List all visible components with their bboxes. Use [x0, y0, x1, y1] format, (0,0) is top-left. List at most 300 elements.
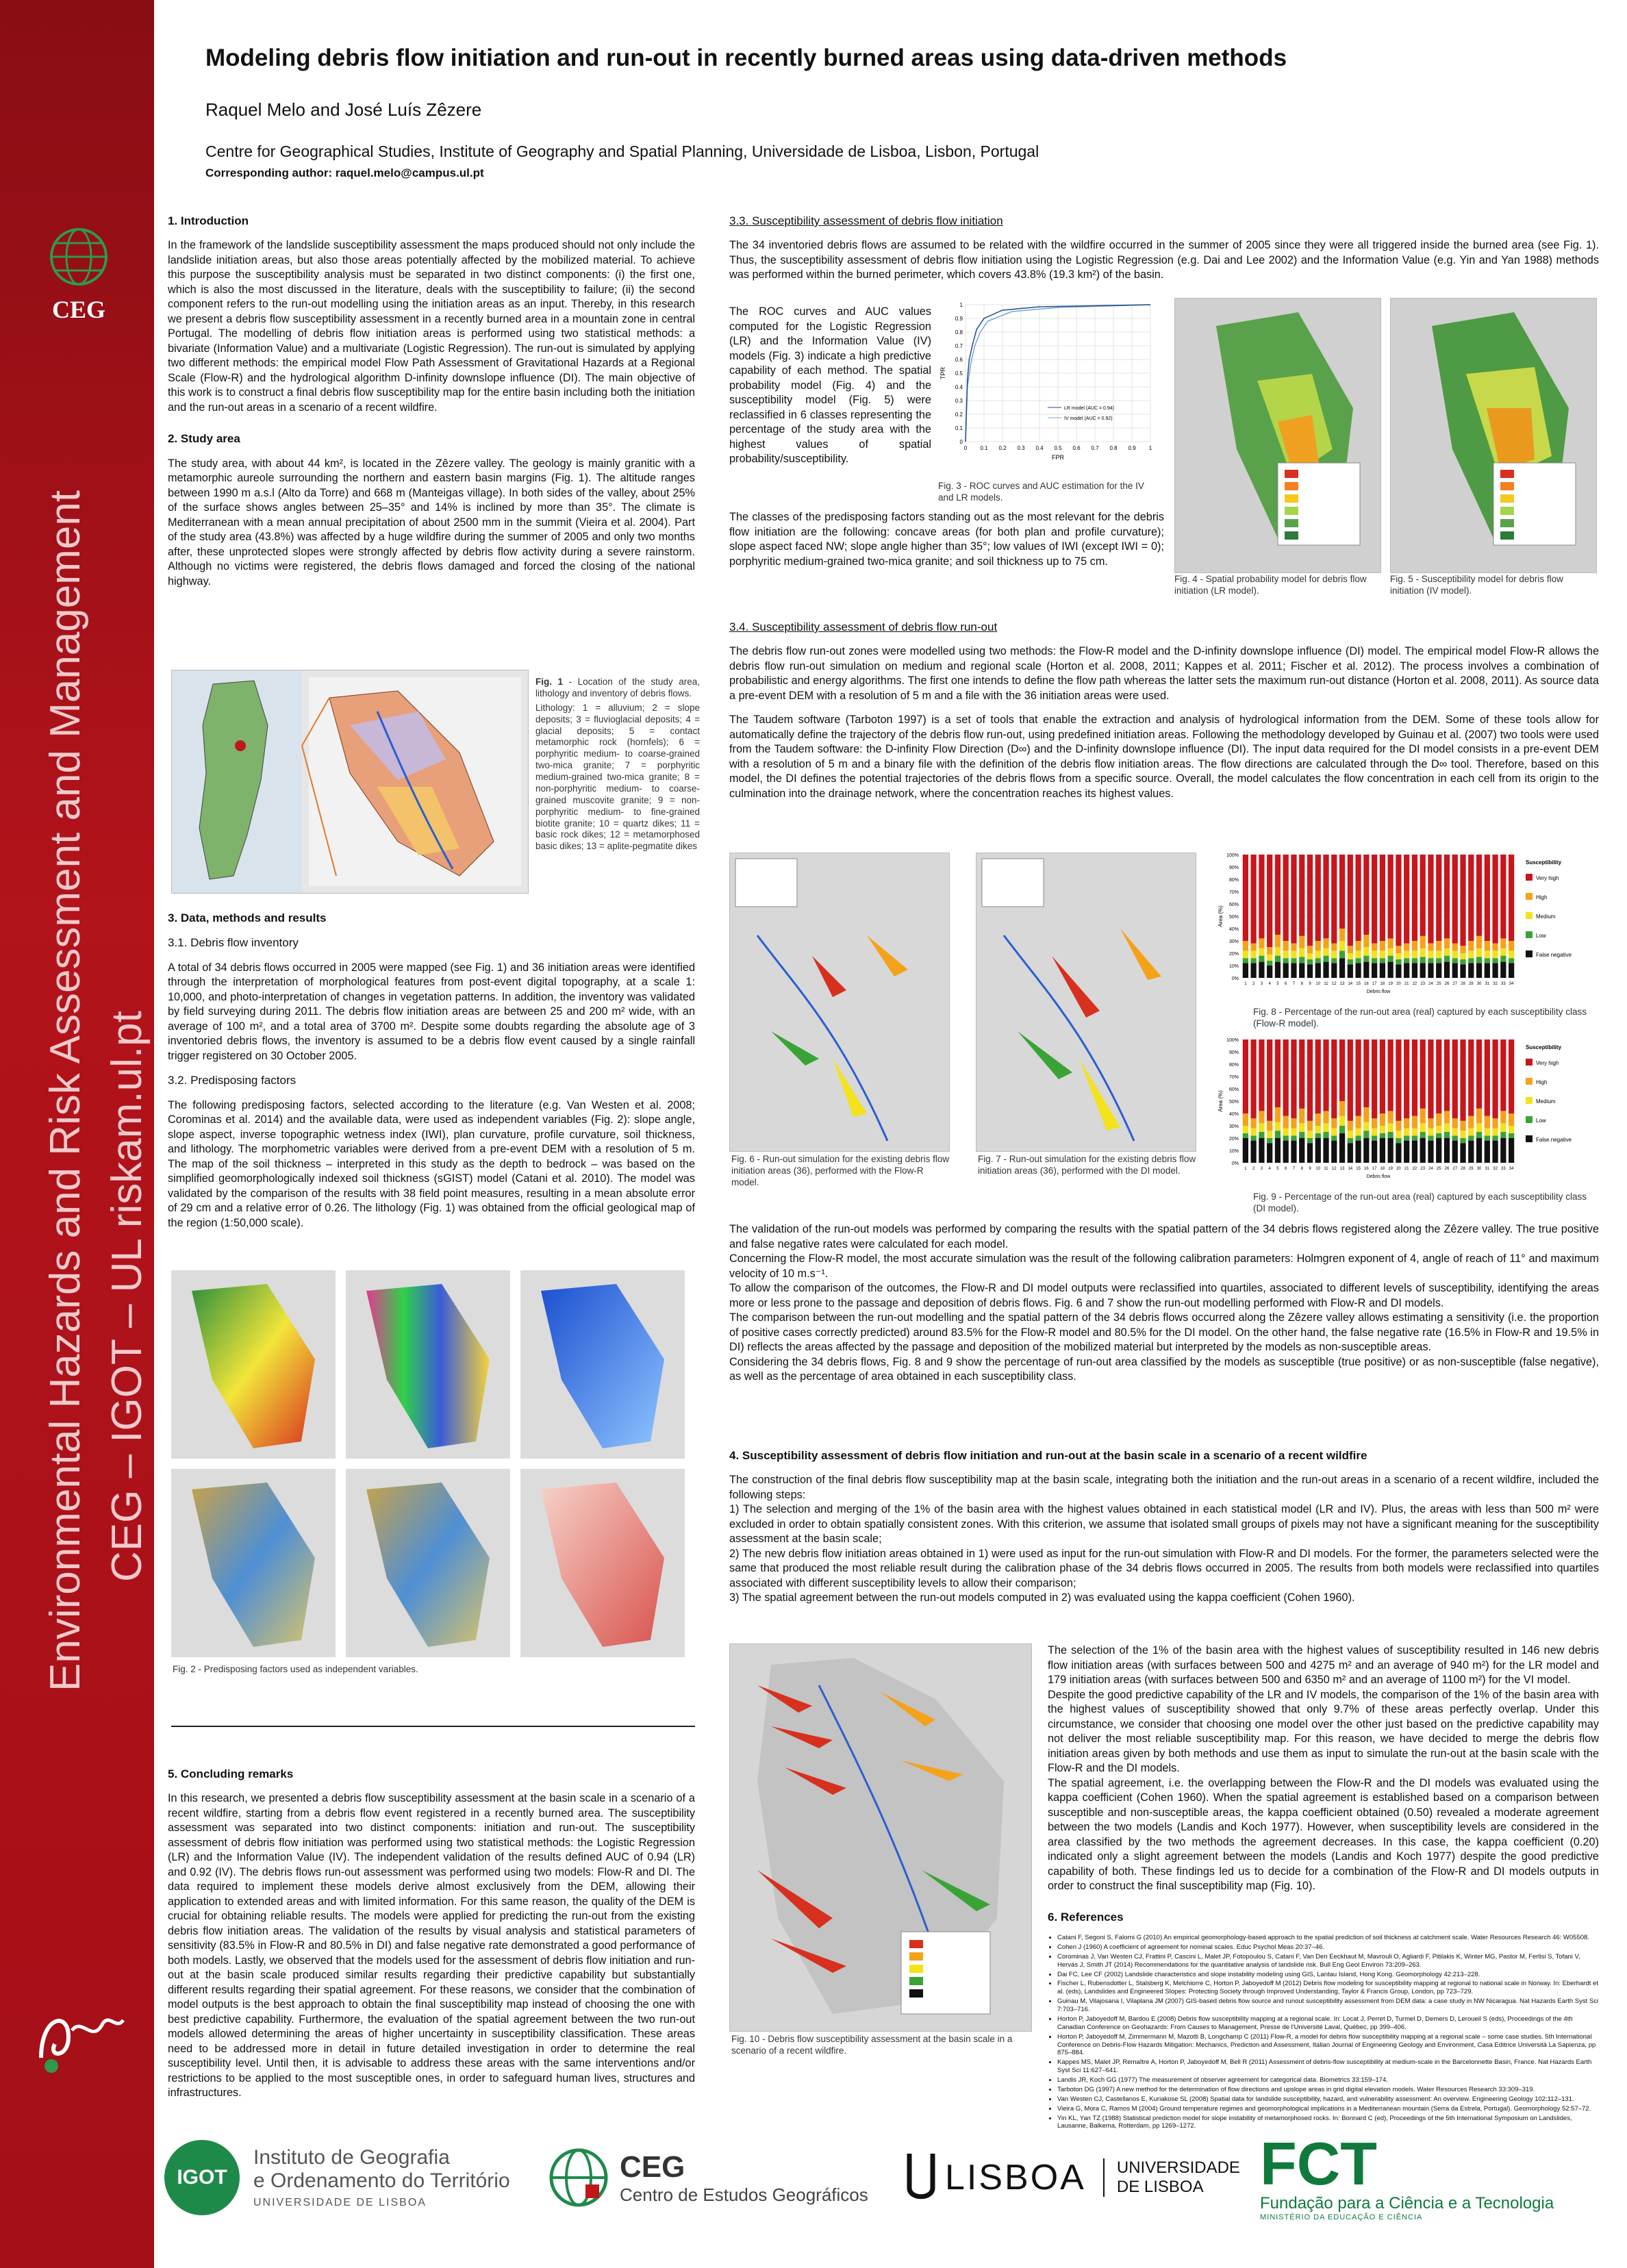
bar-segment — [1500, 1111, 1506, 1123]
bar-x-tick: 12 — [1331, 982, 1337, 986]
bar-legend-swatch — [1526, 1078, 1533, 1085]
bar-segment — [1243, 963, 1248, 978]
bar-segment — [1452, 1040, 1458, 1118]
bar-segment — [1436, 1126, 1441, 1133]
bar-x-tick: 6 — [1285, 982, 1287, 986]
bar-x-tick: 9 — [1309, 1167, 1311, 1171]
bar-segment — [1267, 966, 1272, 978]
bar-segment — [1388, 1138, 1393, 1163]
bar-segment — [1339, 941, 1345, 950]
bar-segment — [1388, 855, 1393, 938]
bar-x-label: Debris flow — [1366, 1174, 1391, 1179]
factors-text: The following predisposing factors, selected according to the literature (e.g. Van Westen et al. 2008; Corominas et al. 2014) and the available data, were used as independent variables (Fig. 2): slope angle, slope aspect, inverse topographic wetness index (IWI), plan curvature, profile curvature, soil thickness, and lithology. The morphometric variables were derived from a pre-event DEM with a resolution of 5 m. The map of the soil thickness – interpreted in this study as the depth to bedrock – was based on the simplified geomorphologically indexed soil thickness (sGIST) model (Catani et al. 2010). The model was validated by the comparison of the results with 38 field point measures, resulting in a mean absolute error of 29 cm and a relative error of 0.26. The lithology (Fig. 1) was obtained from the official geological map of the region (1:50,000 scale). — [168, 1098, 695, 1229]
divider — [171, 1726, 695, 1727]
bar-x-tick: 26 — [1444, 982, 1450, 986]
bar-segment — [1291, 1040, 1296, 1118]
igot-name2: e Ordenamento do Território — [253, 2169, 510, 2192]
bar-x-tick: 1 — [1244, 982, 1247, 986]
bar-segment — [1492, 958, 1498, 963]
bar-segment — [1404, 958, 1409, 963]
bar-segment — [1444, 1111, 1450, 1123]
bar-x-tick: 13 — [1339, 1167, 1345, 1171]
bar-segment — [1476, 1109, 1482, 1124]
bar-x-tick: 15 — [1356, 982, 1361, 986]
bar-segment — [1267, 961, 1272, 966]
bar-x-tick: 21 — [1404, 1167, 1409, 1171]
bar-segment — [1372, 1135, 1377, 1140]
bar-segment — [1476, 855, 1482, 936]
bar-segment — [1460, 964, 1465, 978]
bar-segment — [1412, 958, 1417, 963]
bar-segment — [1291, 944, 1296, 951]
bar-segment — [1485, 941, 1490, 950]
bar-segment — [1476, 936, 1482, 948]
bar-segment — [1372, 963, 1377, 978]
bar-segment — [1348, 1121, 1353, 1131]
bar-segment — [1452, 1129, 1458, 1136]
bar-legend-swatch — [1526, 893, 1533, 900]
bar-legend-swatch — [1526, 912, 1533, 919]
bar-segment — [1509, 941, 1514, 950]
bar-segment — [1485, 950, 1490, 958]
bar-segment — [1299, 1123, 1304, 1132]
bar-segment — [1412, 1116, 1417, 1129]
roc-x-tick: 0.9 — [1128, 445, 1136, 451]
bar-y-tick: 30% — [1228, 1124, 1239, 1129]
initiation-section — [729, 214, 1599, 292]
bar-segment — [1251, 944, 1257, 951]
bar-segment — [1509, 1113, 1514, 1126]
bar-x-tick: 7 — [1292, 982, 1296, 986]
bar-segment — [1436, 1113, 1441, 1126]
runout-text6: The comparison between the run-out modelling and the spatial pattern of the 34 debris flows occurred along the Zêzere valley allows estimating a sensitivity (i.e. the proportion of positive cases correctly predicted) around 83.5% for the Flow-R model and 80.5% for the DI model. On the other hand, the false negative rate (16.5% in Flow-R and 19.5% in DI) reflects the areas affected by the passage and deposition of the mobilized material but interpreted by the models as non-susceptible areas. — [729, 1311, 1599, 1353]
bar-segment — [1331, 963, 1337, 978]
bar-segment — [1323, 1111, 1328, 1123]
bar-legend-label: High — [1536, 1079, 1548, 1085]
bar-segment — [1460, 855, 1465, 946]
bar-segment — [1251, 1118, 1257, 1128]
bar-segment — [1460, 1040, 1465, 1121]
igot-logo — [164, 2140, 548, 2215]
poster-title: Modeling debris flow initiation and run-out in recently burned areas using data-driven methods — [205, 45, 1287, 71]
roc-x-tick: 0 — [963, 445, 968, 451]
bar-y-tick: 40% — [1228, 927, 1239, 932]
runout-text3: The validation of the run-out models was performed by comparing the results with the spatial pattern of the 34 debris flows registered along the Zêzere valley. The true positive and false negative rates were calculated for each model. — [729, 1223, 1599, 1250]
bar-segment — [1259, 1040, 1264, 1111]
bar-segment — [1372, 1141, 1377, 1163]
bar-segment — [1348, 953, 1353, 959]
bar-segment — [1388, 948, 1393, 956]
bar-segment — [1348, 959, 1353, 964]
bar-segment — [1259, 962, 1264, 978]
bar-x-tick: 13 — [1339, 982, 1345, 986]
bar-segment — [1307, 959, 1313, 964]
bar-segment — [1307, 964, 1313, 978]
bar-segment — [1299, 855, 1304, 936]
bar-segment — [1331, 1118, 1337, 1128]
bar-segment — [1331, 855, 1337, 944]
bar-segment — [1355, 963, 1361, 978]
bar-segment — [1396, 855, 1401, 946]
bar-x-tick: 33 — [1501, 982, 1506, 986]
ceg-name: CEG — [620, 2150, 685, 2184]
bar-segment — [1388, 938, 1393, 948]
poster-header — [205, 45, 1602, 180]
bar-segment — [1485, 1116, 1490, 1129]
bar-segment — [1307, 1131, 1313, 1138]
bar-segment — [1363, 1107, 1369, 1122]
riskam-logo — [27, 1989, 130, 2082]
bar-segment — [1509, 855, 1514, 941]
bar-x-tick: 22 — [1412, 1167, 1417, 1171]
bar-segment — [1299, 963, 1304, 978]
final-section — [729, 1448, 1599, 1615]
bar-x-tick: 34 — [1509, 1167, 1514, 1171]
roc-y-tick: 0.8 — [955, 329, 963, 336]
runout-validation — [729, 1222, 1599, 1394]
bar-x-tick: 18 — [1380, 1167, 1385, 1171]
bar-segment — [1452, 1135, 1458, 1140]
bar-segment — [1363, 962, 1369, 978]
bar-segment — [1412, 941, 1417, 950]
bar-segment — [1420, 1040, 1426, 1109]
fig10-image — [729, 1643, 1032, 2032]
fig9-chart — [1215, 1034, 1599, 1192]
bar-segment — [1291, 1129, 1296, 1136]
final-step3: 3) The spatial agreement between the run-out models computed in 2) was evaluated using the kappa coefficient (Cohen 1960). — [729, 1591, 1355, 1604]
initiation-text-block — [729, 305, 931, 477]
reference-item: • Landis JR, Koch GG (1977) The measurement of observer agreement for categorical data. Biometrics 33:159–174. — [1057, 2076, 1599, 2084]
bar-segment — [1404, 963, 1409, 978]
bar-segment — [1339, 1126, 1345, 1133]
bar-x-tick: 25 — [1436, 1167, 1441, 1171]
bar-x-tick: 25 — [1436, 982, 1441, 986]
bar-segment — [1476, 1040, 1482, 1109]
bar-segment — [1339, 929, 1345, 941]
bar-x-tick: 8 — [1300, 982, 1303, 986]
bar-x-tick: 4 — [1268, 1167, 1271, 1171]
bar-x-tick: 30 — [1476, 1167, 1482, 1171]
roc-x-label: FPR — [1052, 454, 1064, 461]
bar-segment — [1412, 1141, 1417, 1163]
bar-segment — [1485, 1129, 1490, 1136]
bar-segment — [1372, 1040, 1377, 1118]
bar-segment — [1275, 962, 1281, 978]
intro-heading: 1. Introduction — [168, 214, 249, 227]
bar-x-tick: 1 — [1244, 1167, 1247, 1171]
bar-y-tick: 10% — [1228, 1149, 1239, 1154]
bar-segment — [1363, 1040, 1369, 1107]
bar-segment — [1331, 1135, 1337, 1140]
bar-y-tick: 50% — [1228, 915, 1239, 920]
igot-name1: Instituto de Geografia — [253, 2146, 450, 2169]
bar-segment — [1259, 1111, 1264, 1123]
bar-x-tick: 16 — [1364, 982, 1369, 986]
bar-y-tick: 10% — [1228, 964, 1239, 969]
bar-segment — [1339, 950, 1345, 958]
bar-segment — [1267, 1131, 1272, 1138]
initiation-heading: 3.3. Susceptibility assessment of debris flow initiation — [729, 214, 1003, 227]
bar-segment — [1331, 944, 1337, 951]
final-step1: 1) The selection and merging of the 1% of the basin area with the highest values obtained in each statistical model (LR and IV). Plus, the areas with less than 500 m² were excluded in order to obtain spatially consistent zones. With this criterion, we assume that isolated small groups of pixels may not have a significant meaning for the susceptibility assessment at the basin scale; — [729, 1503, 1599, 1546]
inventory-heading: 3.1. Debris flow inventory — [168, 936, 299, 950]
reference-item: • Catani F, Segoni S, Falorni G (2010) An empirical geomorphology-based approach to the spatial prediction of soil thickness at catchment scale. Water Resources Research 46: W05508. — [1057, 1934, 1599, 1942]
bar-x-tick: 15 — [1356, 1167, 1361, 1171]
bar-segment — [1436, 950, 1441, 958]
bar-segment — [1283, 855, 1289, 941]
bar-segment — [1500, 956, 1506, 962]
bar-segment — [1500, 948, 1506, 956]
bar-segment — [1476, 1123, 1482, 1132]
bar-segment — [1251, 855, 1257, 944]
bar-segment — [1291, 1118, 1296, 1128]
bar-x-tick: 4 — [1268, 982, 1271, 986]
bar-segment — [1299, 957, 1304, 963]
bar-segment — [1380, 1138, 1385, 1163]
initiation-text1: The 34 inventoried debris flows are assumed to be related with the wildfire occurred in the summer of 2005 since they were all triggered inside the burned area (see Fig. 1). Thus, the susceptibility assessment of debris flow initiation using the Logistic Regression (e.g. Dai and Lee 2002) and the Information Value (e.g. Yin and Yan 1988) methods was performed within the burned perimeter, which covers 43.8% (19.3 km²) of the basin. — [729, 239, 1599, 281]
bar-segment — [1428, 1141, 1433, 1163]
bar-segment — [1485, 855, 1490, 941]
fig1-caption — [535, 677, 700, 853]
bar-segment — [1363, 947, 1369, 956]
fig7-caption: Fig. 7 - Run-out simulation for the existing debris flow initiation areas (36), performed with the DI model. — [978, 1154, 1196, 1176]
roc-y-tick: 0.1 — [955, 425, 963, 431]
bar-segment — [1267, 1040, 1272, 1121]
bar-segment — [1436, 1138, 1441, 1163]
bar-x-tick: 29 — [1468, 982, 1474, 986]
bar-x-tick: 23 — [1420, 1167, 1426, 1171]
bar-segment — [1283, 941, 1289, 950]
final-text3: Despite the good predictive capability of the LR and IV models, the comparison of the 1% of the basin area with the highest values of susceptibility showed that only 9.7% of these areas perfectly overlap. Under this circumstance, we consider that choosing one model over the other just based on the predictive capability may not deliver the most reliable susceptibility map. For this reason, we have decided to merge the debris flow initiation areas given by both methods and use them as input to simulate the run-out at the basin scale with the Flow-R and the DI models. — [1048, 1688, 1599, 1774]
fig8-caption: Fig. 8 - Percentage of the run-out area (real) captured by each susceptibility class (Flow-R model). — [1253, 1007, 1587, 1029]
roc-y-tick: 0.3 — [955, 398, 963, 404]
fig1-caption-text: - Location of the study area, lithology and inventory of debris flows. — [535, 677, 700, 698]
bar-segment — [1363, 1122, 1369, 1131]
reference-item: • Horton P, Jaboyedoff M, Zimmermann M, Mazotti B, Longchamp C (2011) Flow-R, a model for debris flow susceptibility mapping at a regional scale – some case studies. 5th International Conference on Debris-Flow Hazards Mitigation: Mechanics, Prediction and Assessment, Italian Journal of Engineering Geology and Environment, Casa Editrice Università La Sapienza, pp 875–884. — [1057, 2033, 1599, 2058]
bar-x-tick: 10 — [1315, 1167, 1321, 1171]
bar-x-tick: 17 — [1372, 982, 1377, 986]
bar-y-tick: 90% — [1228, 866, 1239, 870]
bar-segment — [1283, 1129, 1289, 1136]
bar-y-tick: 20% — [1228, 952, 1239, 957]
roc-x-tick: 1 — [1148, 445, 1152, 451]
bar-segment — [1275, 1131, 1281, 1138]
bar-segment — [1323, 956, 1328, 962]
bar-segment — [1452, 958, 1458, 963]
igot-logo-mark: IGOT — [164, 2140, 240, 2215]
bar-y-tick: 60% — [1228, 1087, 1239, 1092]
bar-segment — [1396, 1040, 1401, 1121]
bar-segment — [1372, 855, 1377, 944]
bar-segment — [1299, 948, 1304, 957]
bar-segment — [1500, 962, 1506, 978]
bar-segment — [1428, 963, 1433, 978]
bar-segment — [1307, 1138, 1313, 1143]
fig3-caption: Fig. 3 - ROC curves and AUC estimation for the IV and LR models. — [938, 481, 1144, 503]
bar-segment — [1331, 1040, 1337, 1118]
bar-segment — [1291, 855, 1296, 944]
bar-segment — [1428, 855, 1433, 944]
reference-item: • Corominas J, Van Westen CJ, Frattini P, Cascini L, Malet JP, Fotopoulou S, Catani F, Van Den Eeckhaut M, Mavrouli O, Agliardi F, Pitilakis K, Winter MG, Pastor M, Ferlisi S, Tofani V, Hervás J, Smith JT (2014) Recommendations for the quantitative analysis of landslide risk. Bull Eng Geol Environ 73:209–263. — [1057, 1953, 1599, 1969]
roc-x-tick: 0.5 — [1054, 445, 1062, 451]
bar-x-tick: 33 — [1501, 1167, 1506, 1171]
ul-mark: LISBOA — [945, 2158, 1086, 2197]
bar-segment — [1452, 950, 1458, 958]
bar-segment — [1299, 936, 1304, 948]
bar-segment — [1323, 1132, 1328, 1138]
bar-segment — [1412, 963, 1417, 978]
bar-x-tick: 3 — [1260, 1167, 1263, 1171]
bar-segment — [1315, 855, 1321, 941]
roc-x-tick: 0.2 — [998, 445, 1007, 451]
bar-segment — [1396, 1131, 1401, 1138]
bar-segment — [1259, 855, 1264, 938]
bar-x-tick: 24 — [1428, 982, 1433, 986]
bar-segment — [1243, 1133, 1248, 1138]
bar-x-tick: 5 — [1276, 982, 1279, 986]
bar-segment — [1243, 1126, 1248, 1133]
study-heading: 2. Study area — [168, 432, 240, 446]
bar-segment — [1492, 1141, 1498, 1163]
bar-segment — [1380, 941, 1385, 950]
bar-segment — [1436, 958, 1441, 963]
bar-y-tick: 70% — [1228, 890, 1239, 895]
bar-segment — [1275, 1138, 1281, 1163]
bar-segment — [1500, 938, 1506, 948]
runout-text4: Concerning the Flow-R model, the most accurate simulation was the result of the following calibration parameters: Holmgren exponent of 4, angle of reach of 11° and maximum velocity of 10 m.s⁻¹. — [729, 1252, 1599, 1280]
bar-segment — [1428, 944, 1433, 951]
bar-segment — [1275, 1107, 1281, 1122]
bar-legend-label: False negative — [1536, 1137, 1572, 1143]
roc-x-tick: 0.4 — [1035, 445, 1044, 451]
inventory-text: A total of 34 debris flows occurred in 2005 were mapped (see Fig. 1) and 36 initiation areas were identified through the interpretation of morphological features from post-event digital topography, at a scale 1: 10,000, and photo-interpretation of changes in vegetation patterns. In addition, the inventory was validated by field surveying during 2011. The debris flow initiation areas are between 25 and 200 m² wide, with an average of 100 m², and a total area of 3700 m². Despite some doubts regarding the absolute age of 3 inventoried debris flows, the inventory is assumed to be a debris flow event caused by a single rainfall trigger registered on 30 October 2005. — [168, 961, 695, 1062]
bar-segment — [1259, 1138, 1264, 1163]
bar-segment — [1420, 1123, 1426, 1132]
sidebar — [0, 0, 154, 2268]
bar-segment — [1396, 1138, 1401, 1143]
runout-text2: The Taudem software (Tarboton 1997) is a set of tools that enable the extraction and analysis of hydrological information from the DEM. Some of these tools allow for automatically define the trajectory of the debris flow run-out, using predefined initiation areas. Following the methodology developed by Guinau et al. (2007) two tools were used from the Taudem software: the D-infinity Flow Direction (D∞) and the D-infinity downslope influence (DI). The input data required for the DI model consists in a pre-event DEM with a resolution of 5 m and a binary file with the definition of the debris flow initiation areas. The flow directions are calculated through the D∞ tool. Therefore, based on this model, the DI defines the potential trajectories of the debris flows from a specific source. Overall, the model calculates the flow concentration in each cell from its origin to the culmination into the drainage network, where the concentration reaches its highest values. — [729, 714, 1599, 800]
bar-segment — [1404, 1040, 1409, 1118]
bar-x-tick: 9 — [1309, 982, 1311, 986]
bar-x-tick: 11 — [1324, 982, 1328, 986]
bar-segment — [1251, 950, 1257, 958]
bar-x-tick: 10 — [1315, 982, 1321, 986]
bar-segment — [1428, 1040, 1433, 1118]
bar-x-tick: 17 — [1372, 1167, 1377, 1171]
bar-segment — [1420, 1132, 1426, 1138]
bar-segment — [1372, 1118, 1377, 1128]
bar-segment — [1492, 950, 1498, 958]
bar-segment — [1275, 956, 1281, 962]
bar-segment — [1363, 956, 1369, 962]
intro-text: In the framework of the landslide susceptibility assessment the maps produced should not only include the landslide initiation areas, but also those areas potentially affected by the mobilized material. To achieve this purpose the susceptibility analysis must be separated in two distinct components: (i) the first one, which is also the most discussed in the literature, deals with the susceptibility to failure; (ii) the second component refers to the run-out modelling using the initiation areas as an input. Thereby, in this research we present a debris flow susceptibility assessment in a recently burned area in a mountain zone in central Portugal. The modelling of debris flow initiation areas is performed using two statistical methods: a bivariate (Information Value) and a multivariate (Logistic Regression). The run-out is simulated by applying two different methods: the empirical model Flow Path Assessment of Gravitational Hazards at a Regional Scale (Flow-R) and the hydrological algorithm D-infinity downslope influence (DI). The main objective of this work is to construct a final debris flow susceptibility map for the entire basin including both the initiation and the run-out areas in a scenario of a recent wildfire. — [168, 239, 695, 414]
bar-segment — [1485, 963, 1490, 978]
sidebar-vertical-title: Environmental Hazards and Risk Assessment and Management — [42, 490, 89, 1691]
runout-text1: The debris flow run-out zones were modelled using two methods: the Flow-R model and the D-infinity downslope influence (DI) model. The empirical model Flow-R allows the debris flow run-out simulation on medium and regional scale (Horton et al. 2008, 2011; Kappes et al. 2011; Fischer et al. 2012). The process involves a combination of probabilistic and energy algorithms. The first one intends to define the flow path whereas the latter sets the maximum run-out distance (Horton et al. 2008, 2011). As source data a pre-event DEM with a resolution of 5 m and a file with the 36 initiation areas were used. — [729, 645, 1599, 702]
bar-segment — [1444, 962, 1450, 978]
bar-segment — [1492, 1040, 1498, 1118]
bar-segment — [1283, 1040, 1289, 1116]
bar-y-tick: 90% — [1228, 1050, 1239, 1055]
bar-segment — [1444, 956, 1450, 962]
bar-segment — [1404, 1135, 1409, 1140]
bar-segment — [1492, 944, 1498, 951]
bar-segment — [1468, 1040, 1474, 1116]
bar-segment — [1388, 1123, 1393, 1132]
bar-segment — [1275, 947, 1281, 956]
bar-segment — [1436, 855, 1441, 941]
bar-legend-title: Susceptibility — [1526, 1044, 1562, 1050]
roc-x-tick: 0.1 — [980, 445, 988, 451]
bar-segment — [1420, 855, 1426, 936]
bar-segment — [1420, 1138, 1426, 1163]
bar-segment — [1492, 855, 1498, 944]
conclusions-text: In this research, we presented a debris flow susceptibility assessment at the basin scale in a scenario of a recent wildfire, starting from a debris flow event registered in a recently burned area. The susceptibility assessment was separated into two distinct components: initiation and run-out. The susceptibility assessment of debris flow initiation was performed using two statistical methods: the Logistic Regression (LR) and the Information Value (IV). The independent validation of the results defined AUC of 0.94 (LR) and 0.92 (IV). The debris flows run-out assessment was performed using two models: Flow-R and DI. The data required to implement these models derive almost exclusively from the DEM, allowing their application to extended areas and with limited information. For this same reason, the quality of the DEM is crucial for obtaining reliable results. The models were applied for predicting the run-out from the existing debris flow initiation areas. The validation of the results by visual analysis and statistical parameters of sensitivity (83.5% in Flow-R and 80.5% in DI) and false negative rate demonstrated a good performance of both models. Lastly, we observed that the models used for the assessment of debris flow initiation and run-out at the basin scale produced similar results regarding their predictive capability but substantially different results regarding their spatial agreement. For these reasons, we consider that the combination of model outputs is the best approach to obtain the final susceptibility map instead of choosing the one with best predictive capability. Furthermore, the evaluation of the spatial agreement between the two run-out models allowed determining the areas of higher uncertainty in susceptibility classification. These areas need to be addressed more in detail in future detailed investigation in order to determine the real susceptibility level. Until then, it is advisable to address these areas with the same interventions and/or restrictions to be applied to the most susceptible ones, in order to safeguard human lives, structures and infrastructures. — [168, 1792, 695, 2100]
ul-u-icon — [904, 2150, 938, 2205]
bar-segment — [1355, 1141, 1361, 1163]
roc-y-tick: 0.2 — [955, 412, 963, 418]
final-heading: 4. Susceptibility assessment of debris flow initiation and run-out at the basin scale in a scenario of a recent wildfire — [729, 1449, 1367, 1462]
sidebar-vertical-sub: CEG – IGOT – UL riskam.ul.pt — [103, 1011, 151, 1582]
bar-segment — [1315, 1138, 1321, 1163]
bar-segment — [1339, 1040, 1345, 1101]
bar-segment — [1492, 963, 1498, 978]
bar-segment — [1500, 1138, 1506, 1163]
final-step2: 2) The new debris flow initiation areas obtained in 1) were used as input for the run-out simulation with Flow-R and DI models. For the former, the parameters selected were the same that produced the most reliable result during the calibration phase of the 34 debris flows occurred in 2005. The results from both models were reclassified into quartiles associated with different susceptibility levels to allow their comparison; — [729, 1547, 1599, 1589]
bar-segment — [1355, 1135, 1361, 1140]
bar-y-tick: 100% — [1226, 1038, 1239, 1043]
bar-segment — [1299, 1132, 1304, 1138]
bar-x-tick: 23 — [1420, 982, 1426, 986]
ul-logo — [904, 2150, 1260, 2205]
fig1-map — [172, 670, 528, 893]
bar-segment — [1509, 1133, 1514, 1138]
bar-x-tick: 8 — [1300, 1167, 1303, 1171]
bar-segment — [1460, 1121, 1465, 1131]
bar-segment — [1460, 946, 1465, 953]
bar-segment — [1404, 1129, 1409, 1136]
bar-x-tick: 2 — [1252, 982, 1255, 986]
bar-segment — [1452, 1118, 1458, 1128]
bar-x-tick: 31 — [1485, 982, 1490, 986]
bar-segment — [1412, 1135, 1417, 1140]
bar-segment — [1275, 935, 1281, 947]
bar-x-tick: 6 — [1285, 1167, 1287, 1171]
bar-legend-label: False negative — [1536, 952, 1572, 958]
bar-segment — [1428, 950, 1433, 958]
bar-y-label: Area (%) — [1218, 905, 1224, 927]
bar-segment — [1485, 1141, 1490, 1163]
bar-segment — [1468, 950, 1474, 958]
ul-name1: UNIVERSIDADE — [1116, 2158, 1240, 2177]
bar-y-tick: 50% — [1228, 1100, 1239, 1105]
bar-segment — [1452, 855, 1458, 944]
bar-segment — [1291, 1141, 1296, 1163]
bar-segment — [1468, 958, 1474, 963]
bar-segment — [1339, 1133, 1345, 1163]
bar-segment — [1468, 1129, 1474, 1136]
bar-segment — [1275, 855, 1281, 935]
bar-segment — [1331, 950, 1337, 958]
fig2-caption: Fig. 2 - Predisposing factors used as independent variables. — [173, 1664, 418, 1674]
bar-segment — [1388, 962, 1393, 978]
bar-segment — [1428, 1135, 1433, 1140]
bar-legend-swatch — [1526, 874, 1533, 881]
bar-segment — [1315, 958, 1321, 963]
bar-x-tick: 21 — [1404, 982, 1409, 986]
roc-x-tick: 0.7 — [1091, 445, 1099, 451]
bar-legend-title: Susceptibility — [1526, 859, 1562, 866]
